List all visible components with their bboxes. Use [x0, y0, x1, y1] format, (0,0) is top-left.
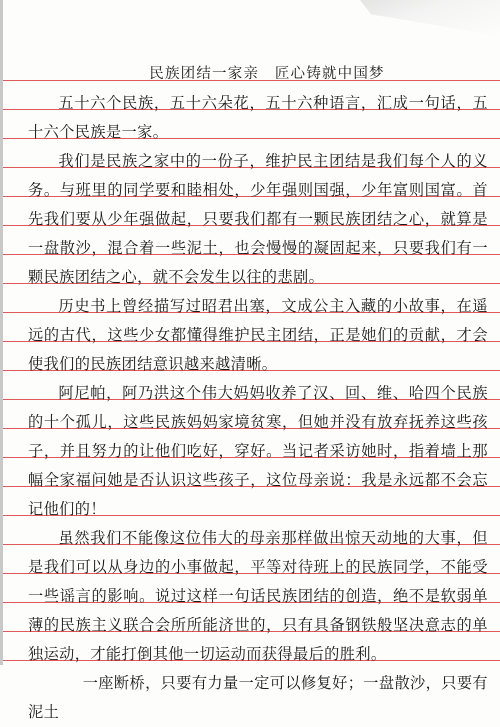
essay-paragraph-1: 五十六个民族，五十六朵花，五十六种语言，汇成一句话，五十六个民族是一家。 [28, 94, 488, 141]
page-edge [0, 0, 3, 665]
essay-paragraph-6: 一座断桥，只要有力量一定可以修复好；一盘散沙，只要有泥土 [28, 674, 488, 721]
essay-paragraph-2: 我们是民族之家中的一份子，维护民主团结是我们每个人的义务。与班里的同学要和睦相处，少年强则国强，少年富则国富。首先我们要从少年强做起，只要我们都有一颗民族团结之心，就算是一盘散沙，混合着一些泥土，也会慢慢的凝固起来，只要我们有一颗民族团结之心，就不会发生以往的悲剧。 [28, 152, 488, 286]
essay-paragraph-4: 阿尼帕，阿乃洪这个伟大妈妈收养了汉、回、维、哈四个民族的十个孤儿，这些民族妈妈家境贫寒，但她并没有放弃抚养这些孩子，并且努力的让他们吃好，穿好。当记者采访她时，指着墙上那幅全家福问她是否认识这些孩子，这位母亲说：我是永远都不会忘记他们的！ [28, 384, 488, 518]
essay-body [28, 60, 488, 727]
essay-paragraph-5: 虽然我们不能像这位伟大的母亲那样做出惊天动地的大事，但是我们可以从身边的小事做起，平等对待班上的民族同学，不能受一些谣言的影响。说过这样一句话民族团结的创造，绝不是软弱单薄的民族主义联合会所所能济世的，只有具备钢铁般坚决意志的单独运动，才能打倒其他一切运动而获得最后的胜利。 [28, 529, 488, 663]
essay-paragraph-3: 历史书上曾经描写过昭君出塞，文成公主入藏的小故事，在遥远的古代，这些少女都懂得维护民主团结，正是她们的贡献，才会使我们的民族团结意识越来越清晰。 [28, 297, 488, 373]
essay-title: 民族团结一家亲 匠心铸就中国梦 [149, 66, 385, 82]
